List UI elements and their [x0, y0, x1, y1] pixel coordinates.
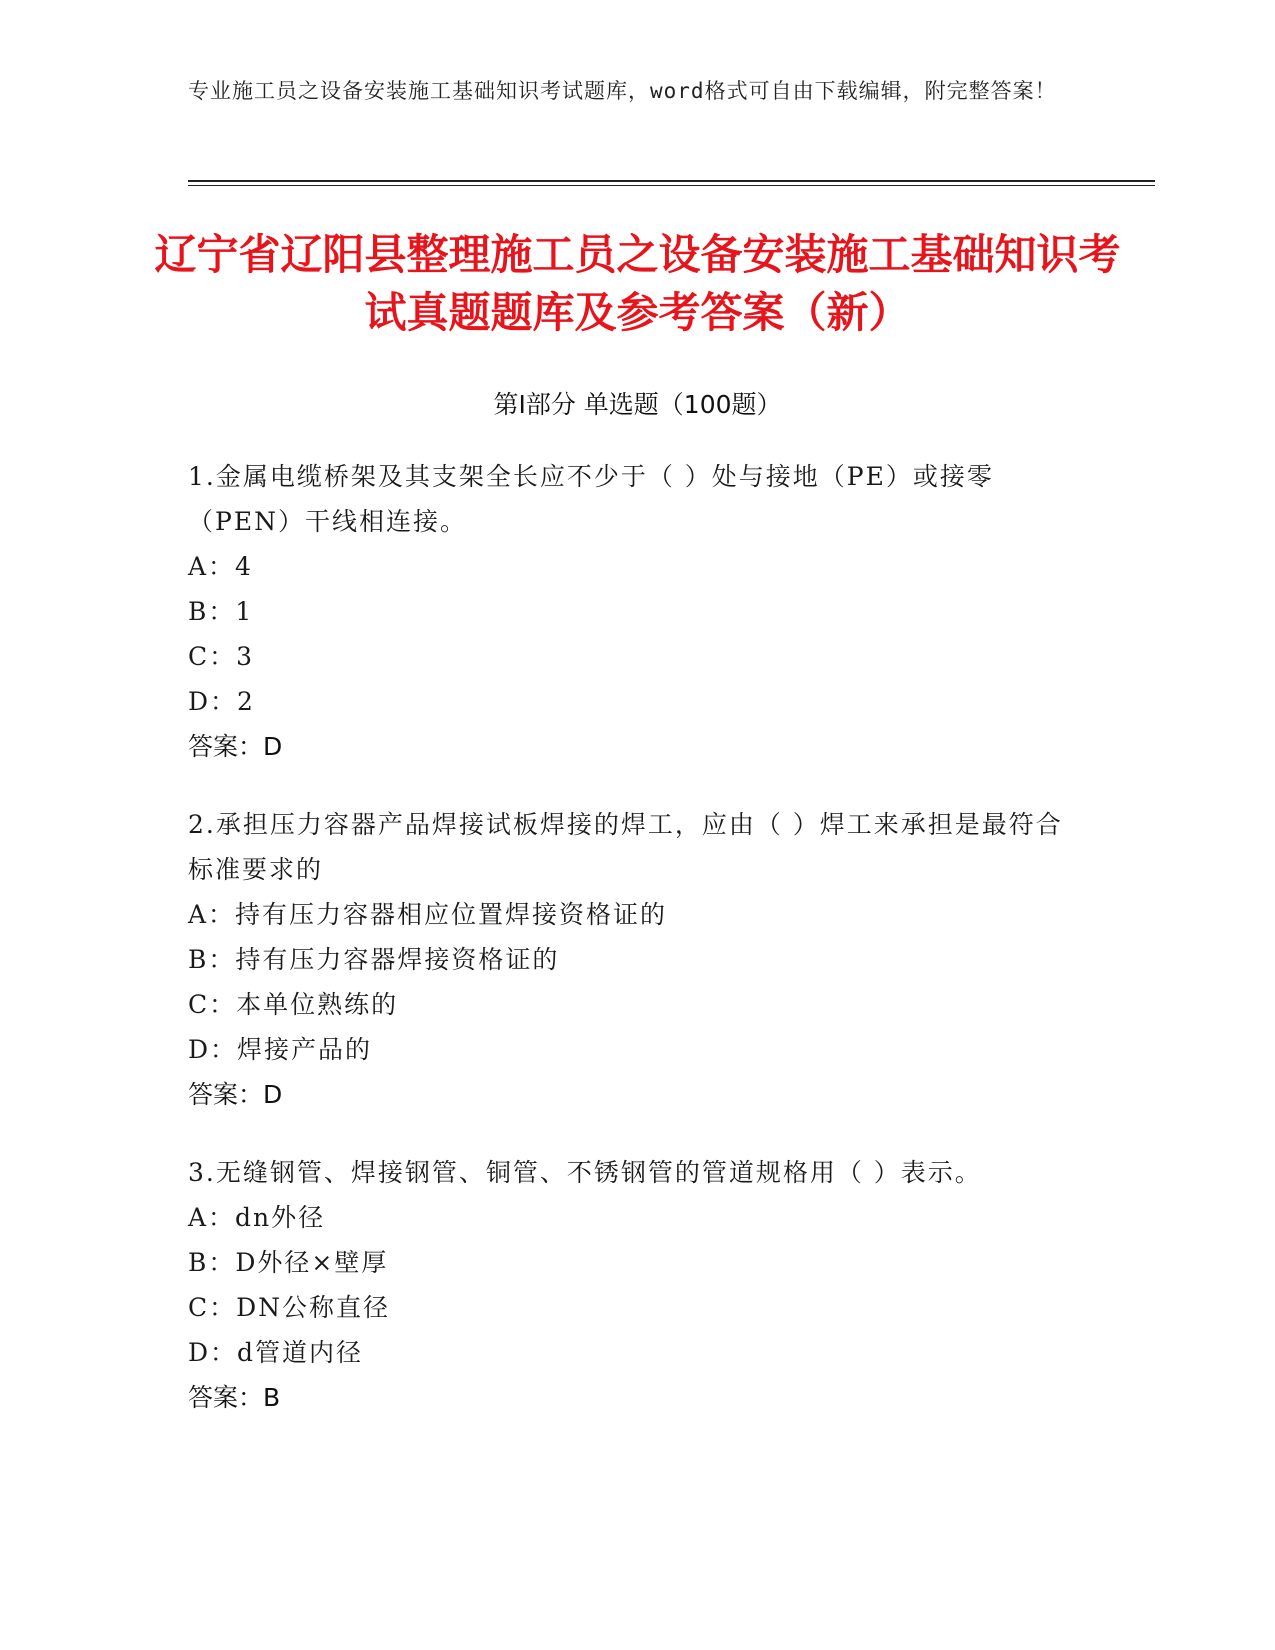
option-c: C：3	[188, 642, 255, 671]
question-2	[188, 802, 1088, 1117]
option-b: B：1	[188, 597, 254, 626]
option-a: A：4	[188, 552, 253, 581]
document-title: 辽宁省辽阳县整理施工员之设备安装施工基础知识考试真题题库及参考答案（新）	[154, 230, 1121, 337]
answer: 答案：D	[188, 1080, 283, 1109]
section-heading: 第Ⅰ部分 单选题（100题）	[493, 390, 782, 419]
question-stem: 1.金属电缆桥架及其支架全长应不少于（ ）处与接地（PE）或接零（PEN）干线相连接。	[188, 462, 994, 536]
option-b: B：持有压力容器焊接资格证的	[188, 945, 560, 974]
question-3	[188, 1150, 1088, 1420]
option-c: C：本单位熟练的	[188, 990, 399, 1019]
option-b: B：D外径×壁厚	[188, 1248, 389, 1277]
answer: 答案：B	[188, 1383, 281, 1412]
header-divider-thin	[188, 185, 1155, 186]
option-d: D：焊接产品的	[188, 1035, 373, 1064]
header-divider-thick	[188, 180, 1155, 182]
question-1	[188, 454, 1088, 769]
question-stem: 3.无缝钢管、焊接钢管、铜管、不锈钢管的管道规格用（ ）表示。	[188, 1158, 982, 1187]
option-c: C：DN公称直径	[188, 1293, 391, 1322]
answer: 答案：D	[188, 732, 283, 761]
option-d: D：2	[188, 687, 255, 716]
question-stem: 2.承担压力容器产品焊接试板焊接的焊工，应由（ ）焊工来承担是最符合标准要求的	[188, 810, 1063, 884]
header-note: 专业施工员之设备安装施工基础知识考试题库，word格式可自由下载编辑，附完整答案！	[188, 79, 1057, 103]
option-a: A：dn外径	[188, 1203, 326, 1232]
option-d: D：d管道内径	[188, 1338, 364, 1367]
option-a: A：持有压力容器相应位置焊接资格证的	[188, 900, 668, 929]
